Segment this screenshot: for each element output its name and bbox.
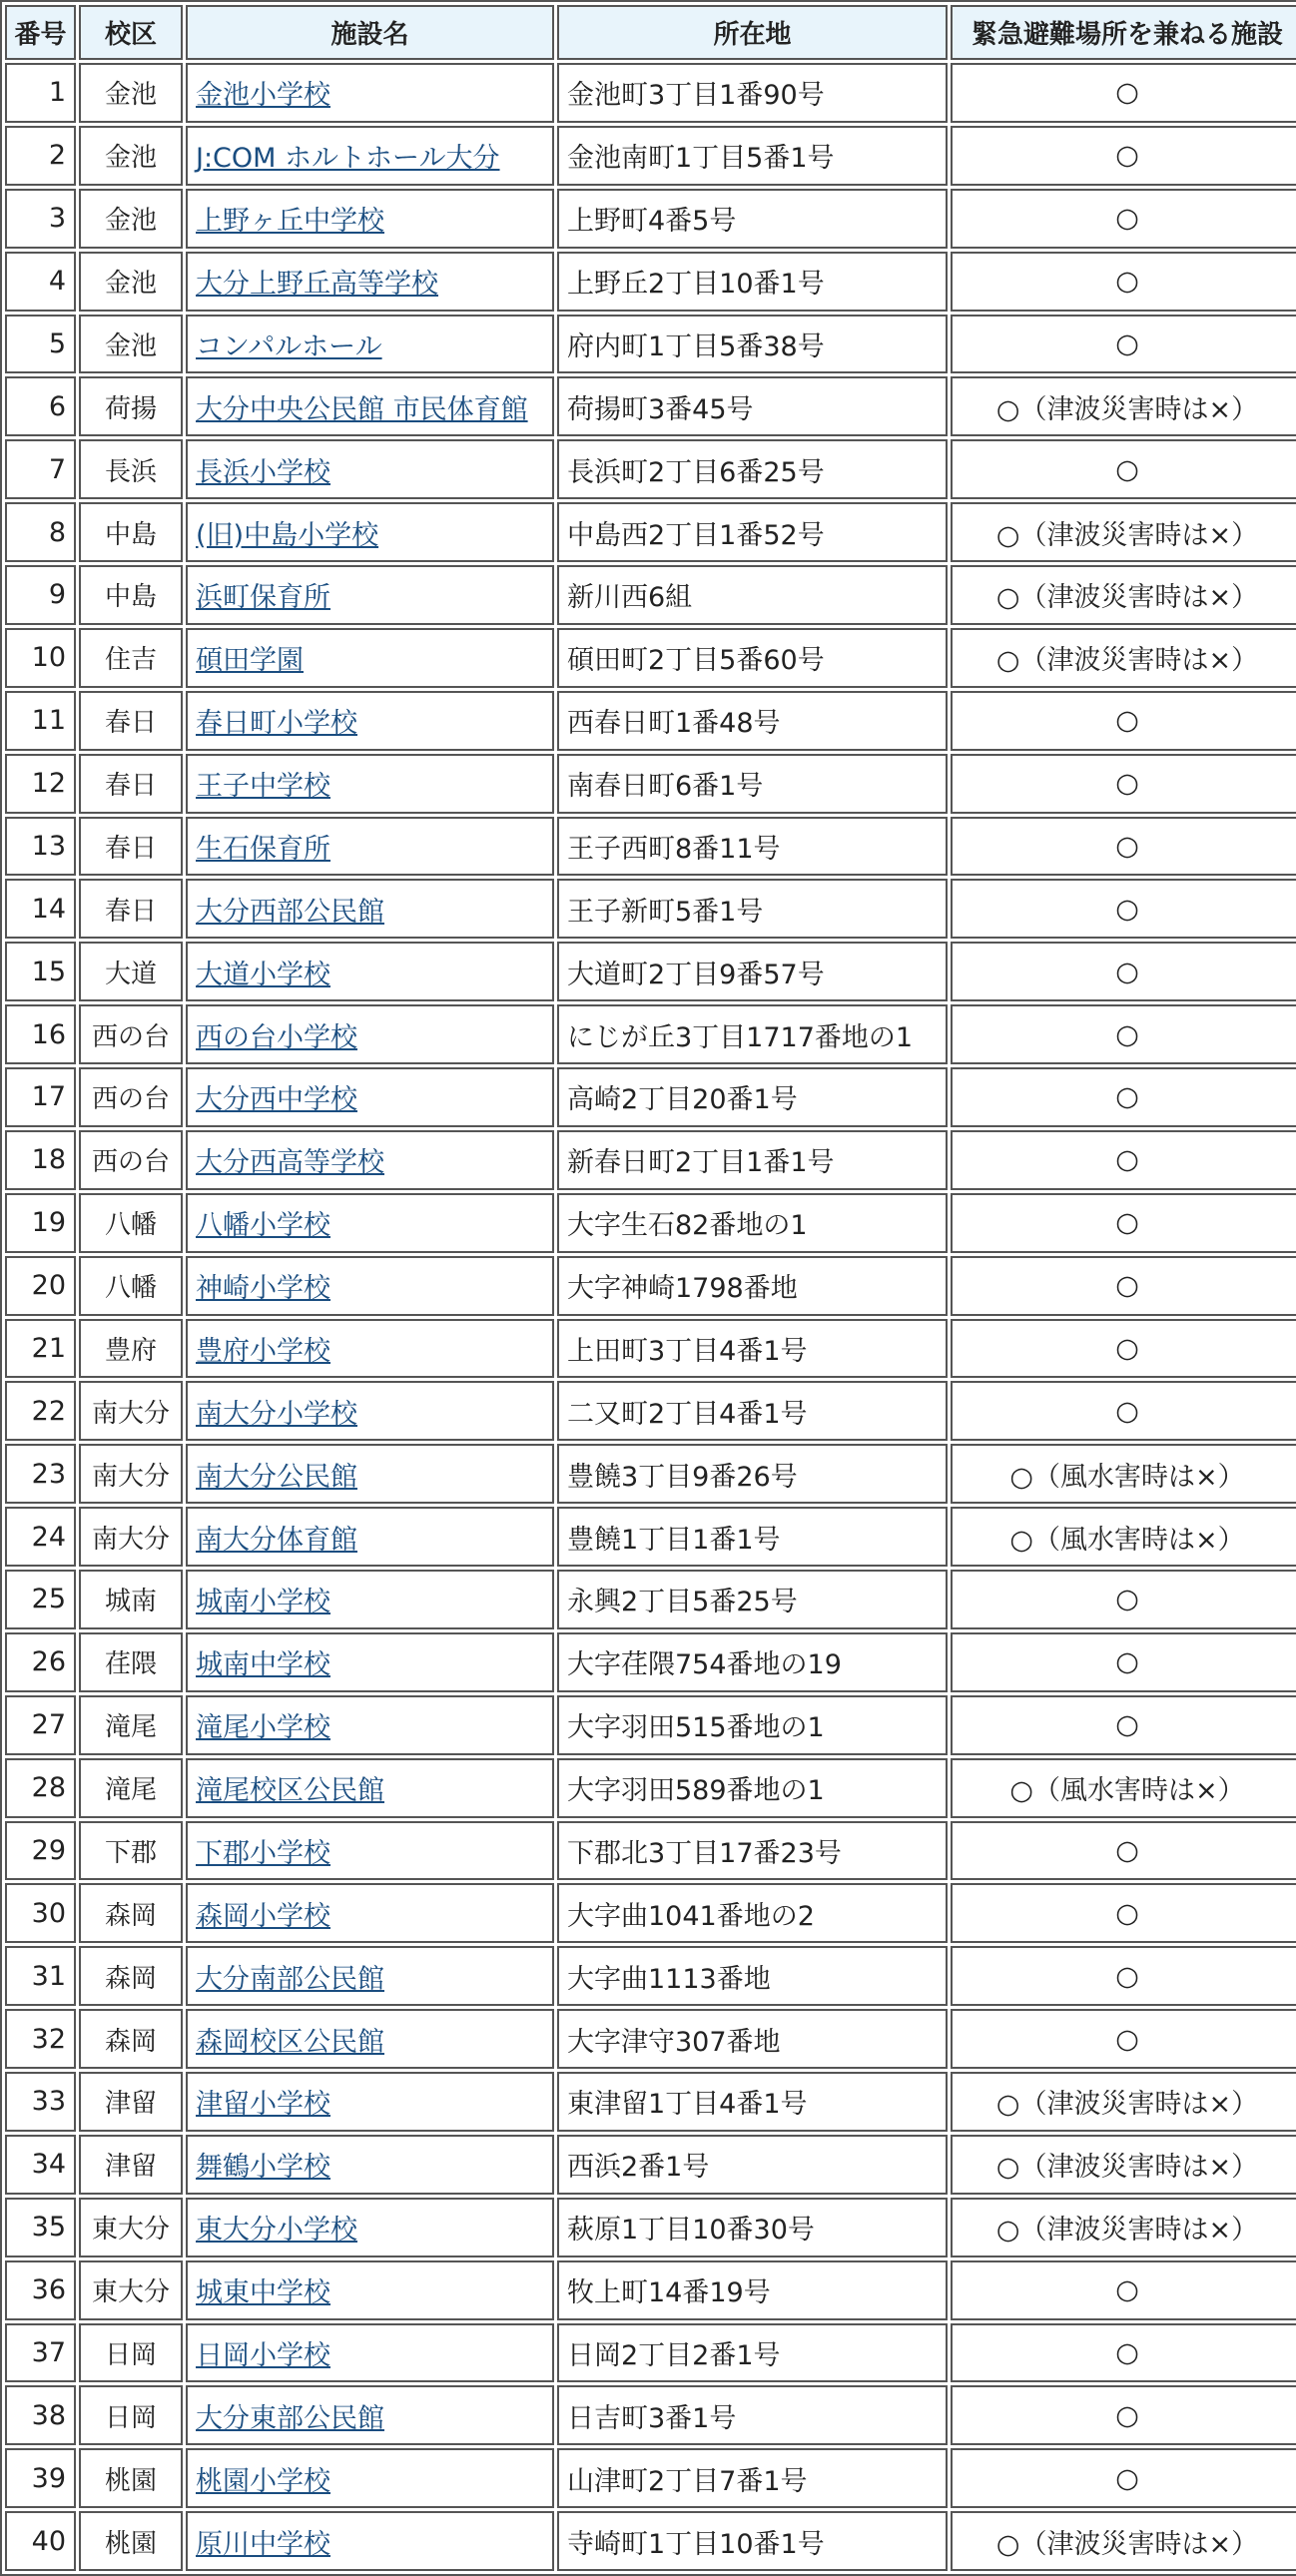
- row-district-cell: 春日: [79, 691, 183, 751]
- row-facility-cell: [186, 2072, 554, 2132]
- row-facility-cell: [186, 2260, 554, 2320]
- table-row: [5, 1507, 1296, 1567]
- facility-link[interactable]: 生石保育所: [196, 833, 330, 865]
- row-address-cell: 永興2丁目5番25号: [557, 1570, 948, 1629]
- row-district-cell: 中島: [79, 565, 183, 625]
- row-district-cell: 春日: [79, 754, 183, 814]
- row-address-cell: 上野丘2丁目10番1号: [557, 252, 948, 312]
- row-facility-cell: [186, 1193, 554, 1253]
- row-district-cell: 住吉: [79, 628, 183, 688]
- row-facility-cell: [186, 1507, 554, 1567]
- row-address-cell: 豊饒1丁目1番1号: [557, 1507, 948, 1567]
- row-facility-cell: [186, 942, 554, 1001]
- row-emergency-cell: ○（津波災害時は×）: [951, 502, 1296, 562]
- table-row: [5, 1381, 1296, 1441]
- row-address-cell: 西浜2番1号: [557, 2135, 948, 2195]
- facility-link[interactable]: 長浜小学校: [196, 456, 330, 488]
- row-emergency-cell: ○（津波災害時は×）: [951, 376, 1296, 436]
- row-number-cell: 23: [5, 1444, 76, 1504]
- row-facility-cell: [186, 252, 554, 312]
- row-facility-cell: [186, 879, 554, 939]
- row-emergency-cell: ○: [951, 942, 1296, 1001]
- table-row: [5, 1004, 1296, 1064]
- row-facility-cell: [186, 1381, 554, 1441]
- row-district-cell: 津留: [79, 2135, 183, 2195]
- facility-link[interactable]: 東大分小学校: [196, 2215, 357, 2247]
- row-address-cell: 金池南町1丁目5番1号: [557, 126, 948, 186]
- header-number: 番号: [5, 5, 76, 60]
- table-row: [5, 1632, 1296, 1692]
- row-number-cell: 17: [5, 1067, 76, 1127]
- row-emergency-cell: ○: [951, 1256, 1296, 1316]
- table-row: [5, 315, 1296, 374]
- row-number-cell: 18: [5, 1130, 76, 1190]
- row-number-cell: 16: [5, 1004, 76, 1064]
- row-number-cell: 33: [5, 2072, 76, 2132]
- row-number-cell: 2: [5, 126, 76, 186]
- row-number-cell: 35: [5, 2198, 76, 2257]
- row-district-cell: 八幡: [79, 1256, 183, 1316]
- row-district-cell: 森岡: [79, 1883, 183, 1943]
- row-emergency-cell: ○: [951, 315, 1296, 374]
- row-facility-cell: [186, 2009, 554, 2069]
- row-district-cell: 南大分: [79, 1507, 183, 1567]
- facility-link[interactable]: 王子中学校: [196, 771, 330, 803]
- row-facility-cell: [186, 315, 554, 374]
- row-emergency-cell: ○: [951, 691, 1296, 751]
- row-number-cell: 3: [5, 189, 76, 249]
- table-row: [5, 126, 1296, 186]
- row-emergency-cell: ○: [951, 1946, 1296, 2006]
- row-address-cell: 南春日町6番1号: [557, 754, 948, 814]
- row-facility-cell: [186, 565, 554, 625]
- table-row: [5, 2323, 1296, 2383]
- row-emergency-cell: ○（津波災害時は×）: [951, 2135, 1296, 2195]
- row-address-cell: 日吉町3番1号: [557, 2385, 948, 2445]
- row-facility-cell: [186, 2385, 554, 2445]
- facility-link[interactable]: 西の台小学校: [196, 1021, 357, 1053]
- facility-link[interactable]: 城南小学校: [196, 1587, 330, 1618]
- row-emergency-cell: ○: [951, 439, 1296, 499]
- row-district-cell: 金池: [79, 315, 183, 374]
- row-address-cell: 大字津守307番地: [557, 2009, 948, 2069]
- row-facility-cell: [186, 1067, 554, 1127]
- row-number-cell: 32: [5, 2009, 76, 2069]
- row-address-cell: 府内町1丁目5番38号: [557, 315, 948, 374]
- row-district-cell: 荏隈: [79, 1632, 183, 1692]
- row-district-cell: 大道: [79, 942, 183, 1001]
- row-address-cell: 上田町3丁目4番1号: [557, 1319, 948, 1379]
- row-facility-cell: [186, 126, 554, 186]
- row-district-cell: 滝尾: [79, 1695, 183, 1755]
- row-facility-cell: [186, 1632, 554, 1692]
- row-number-cell: 36: [5, 2260, 76, 2320]
- facility-link[interactable]: 大分西中学校: [196, 1084, 357, 1116]
- row-emergency-cell: ○: [951, 2448, 1296, 2508]
- row-district-cell: 南大分: [79, 1444, 183, 1504]
- table-row: [5, 754, 1296, 814]
- table-row: [5, 879, 1296, 939]
- header-emergency: 緊急避難場所を兼ねる施設: [951, 5, 1296, 60]
- row-district-cell: 西の台: [79, 1130, 183, 1190]
- table-row: [5, 2448, 1296, 2508]
- row-emergency-cell: ○: [951, 2009, 1296, 2069]
- row-number-cell: 25: [5, 1570, 76, 1629]
- row-facility-cell: [186, 1946, 554, 2006]
- row-address-cell: 大字生石82番地の1: [557, 1193, 948, 1253]
- row-number-cell: 31: [5, 1946, 76, 2006]
- row-facility-cell: [186, 2135, 554, 2195]
- row-emergency-cell: ○: [951, 2323, 1296, 2383]
- row-address-cell: 長浜町2丁目6番25号: [557, 439, 948, 499]
- table-row: [5, 2009, 1296, 2069]
- facility-link[interactable]: 南大分公民館: [196, 1461, 357, 1493]
- table-row: [5, 502, 1296, 562]
- facility-link[interactable]: 森岡小学校: [196, 1900, 330, 1932]
- facility-link[interactable]: 大分上野丘高等学校: [196, 269, 438, 301]
- row-number-cell: 4: [5, 252, 76, 312]
- row-emergency-cell: ○: [951, 1821, 1296, 1881]
- row-address-cell: 豊饒3丁目9番26号: [557, 1444, 948, 1504]
- row-emergency-cell: ○: [951, 189, 1296, 249]
- row-facility-cell: [186, 1695, 554, 1755]
- row-emergency-cell: ○: [951, 1570, 1296, 1629]
- row-number-cell: 15: [5, 942, 76, 1001]
- row-district-cell: 長浜: [79, 439, 183, 499]
- table-row: [5, 628, 1296, 688]
- table-row: [5, 691, 1296, 751]
- row-district-cell: 日岡: [79, 2323, 183, 2383]
- row-district-cell: 城南: [79, 1570, 183, 1629]
- table-row: [5, 1130, 1296, 1190]
- row-emergency-cell: ○（津波災害時は×）: [951, 2198, 1296, 2257]
- row-address-cell: にじが丘3丁目1717番地の1: [557, 1004, 948, 1064]
- facility-link[interactable]: 城東中学校: [196, 2277, 330, 2309]
- row-emergency-cell: ○: [951, 2385, 1296, 2445]
- row-emergency-cell: ○: [951, 1130, 1296, 1190]
- row-emergency-cell: ○: [951, 1004, 1296, 1064]
- row-address-cell: 中島西2丁目1番52号: [557, 502, 948, 562]
- header-address: 所在地: [557, 5, 948, 60]
- row-number-cell: 28: [5, 1758, 76, 1818]
- row-facility-cell: [186, 1130, 554, 1190]
- row-facility-cell: [186, 1821, 554, 1881]
- row-number-cell: 37: [5, 2323, 76, 2383]
- row-district-cell: 滝尾: [79, 1758, 183, 1818]
- row-facility-cell: [186, 189, 554, 249]
- row-number-cell: 1: [5, 63, 76, 123]
- facility-link[interactable]: 大分南部公民館: [196, 1963, 384, 1995]
- row-district-cell: 中島: [79, 502, 183, 562]
- facility-link[interactable]: 日岡小学校: [196, 2339, 330, 2371]
- table-row: [5, 2260, 1296, 2320]
- facility-link[interactable]: 原川中学校: [196, 2528, 330, 2560]
- row-facility-cell: [186, 1444, 554, 1504]
- row-emergency-cell: ○: [951, 1319, 1296, 1379]
- row-number-cell: 7: [5, 439, 76, 499]
- table-row: [5, 817, 1296, 877]
- row-address-cell: 西春日町1番48号: [557, 691, 948, 751]
- facility-link[interactable]: 滝尾小学校: [196, 1712, 330, 1744]
- row-number-cell: 13: [5, 817, 76, 877]
- header-facility: 施設名: [186, 5, 554, 60]
- table-row: [5, 1883, 1296, 1943]
- table-row: [5, 942, 1296, 1001]
- row-address-cell: 高崎2丁目20番1号: [557, 1067, 948, 1127]
- table-row: [5, 63, 1296, 123]
- row-emergency-cell: ○（津波災害時は×）: [951, 2511, 1296, 2571]
- row-emergency-cell: ○（風水害時は×）: [951, 1758, 1296, 1818]
- row-emergency-cell: ○: [951, 754, 1296, 814]
- facility-link[interactable]: 大分東部公民館: [196, 2402, 384, 2434]
- row-number-cell: 39: [5, 2448, 76, 2508]
- row-emergency-cell: ○（風水害時は×）: [951, 1444, 1296, 1504]
- row-district-cell: 津留: [79, 2072, 183, 2132]
- table-row: [5, 1193, 1296, 1253]
- row-number-cell: 22: [5, 1381, 76, 1441]
- row-address-cell: 日岡2丁目2番1号: [557, 2323, 948, 2383]
- row-district-cell: 八幡: [79, 1193, 183, 1253]
- row-address-cell: 寺崎町1丁目10番1号: [557, 2511, 948, 2571]
- row-facility-cell: [186, 439, 554, 499]
- row-address-cell: 大字羽田515番地の1: [557, 1695, 948, 1755]
- facility-link[interactable]: 大分中央公民館 市民体育館: [196, 393, 528, 425]
- row-facility-cell: [186, 2448, 554, 2508]
- facility-link[interactable]: 神崎小学校: [196, 1273, 330, 1305]
- header-row: [5, 5, 1296, 60]
- row-address-cell: 新川西6組: [557, 565, 948, 625]
- row-number-cell: 19: [5, 1193, 76, 1253]
- row-district-cell: 金池: [79, 63, 183, 123]
- row-emergency-cell: ○: [951, 1193, 1296, 1253]
- table-row: [5, 565, 1296, 625]
- table-row: [5, 376, 1296, 436]
- table-row: [5, 1946, 1296, 2006]
- row-address-cell: 上野町4番5号: [557, 189, 948, 249]
- row-facility-cell: [186, 1570, 554, 1629]
- row-address-cell: 新春日町2丁目1番1号: [557, 1130, 948, 1190]
- row-emergency-cell: ○（津波災害時は×）: [951, 2072, 1296, 2132]
- row-district-cell: 西の台: [79, 1067, 183, 1127]
- row-emergency-cell: ○（津波災害時は×）: [951, 628, 1296, 688]
- facility-link[interactable]: 津留小学校: [196, 2089, 330, 2121]
- row-district-cell: 金池: [79, 189, 183, 249]
- facility-link[interactable]: 大分西部公民館: [196, 896, 384, 928]
- table-row: [5, 1444, 1296, 1504]
- row-district-cell: 西の台: [79, 1004, 183, 1064]
- row-emergency-cell: ○: [951, 63, 1296, 123]
- table-row: [5, 2072, 1296, 2132]
- row-facility-cell: [186, 376, 554, 436]
- table-row: [5, 2135, 1296, 2195]
- row-facility-cell: [186, 817, 554, 877]
- row-emergency-cell: ○: [951, 879, 1296, 939]
- row-district-cell: 東大分: [79, 2198, 183, 2257]
- row-facility-cell: [186, 502, 554, 562]
- row-number-cell: 34: [5, 2135, 76, 2195]
- facility-link[interactable]: 滝尾校区公民館: [196, 1775, 384, 1807]
- row-emergency-cell: ○: [951, 1695, 1296, 1755]
- row-facility-cell: [186, 2323, 554, 2383]
- row-address-cell: 大字羽田589番地の1: [557, 1758, 948, 1818]
- row-number-cell: 24: [5, 1507, 76, 1567]
- row-emergency-cell: ○: [951, 1381, 1296, 1441]
- row-emergency-cell: ○: [951, 1632, 1296, 1692]
- row-number-cell: 40: [5, 2511, 76, 2571]
- row-facility-cell: [186, 1758, 554, 1818]
- row-facility-cell: [186, 691, 554, 751]
- facility-link[interactable]: 八幡小学校: [196, 1210, 330, 1242]
- row-number-cell: 11: [5, 691, 76, 751]
- row-emergency-cell: ○: [951, 817, 1296, 877]
- facility-link[interactable]: 上野ヶ丘中学校: [196, 206, 384, 238]
- table-row: [5, 1256, 1296, 1316]
- facility-link[interactable]: 豊府小学校: [196, 1335, 330, 1367]
- facility-link[interactable]: 大分西高等学校: [196, 1147, 384, 1179]
- row-district-cell: 日岡: [79, 2385, 183, 2445]
- row-district-cell: 荷揚: [79, 376, 183, 436]
- row-district-cell: 下郡: [79, 1821, 183, 1881]
- row-district-cell: 春日: [79, 817, 183, 877]
- row-address-cell: 下郡北3丁目17番23号: [557, 1821, 948, 1881]
- row-address-cell: 牧上町14番19号: [557, 2260, 948, 2320]
- row-address-cell: 東津留1丁目4番1号: [557, 2072, 948, 2132]
- row-address-cell: 大字神崎1798番地: [557, 1256, 948, 1316]
- row-facility-cell: [186, 754, 554, 814]
- row-district-cell: 桃園: [79, 2511, 183, 2571]
- row-address-cell: 萩原1丁目10番30号: [557, 2198, 948, 2257]
- row-emergency-cell: ○: [951, 2260, 1296, 2320]
- row-address-cell: 大字曲1041番地の2: [557, 1883, 948, 1943]
- row-emergency-cell: ○: [951, 126, 1296, 186]
- row-district-cell: 金池: [79, 126, 183, 186]
- row-facility-cell: [186, 2511, 554, 2571]
- row-number-cell: 5: [5, 315, 76, 374]
- facility-link[interactable]: 南大分小学校: [196, 1398, 357, 1430]
- row-district-cell: 森岡: [79, 1946, 183, 2006]
- table-row: [5, 1758, 1296, 1818]
- row-district-cell: 東大分: [79, 2260, 183, 2320]
- row-district-cell: 金池: [79, 252, 183, 312]
- row-emergency-cell: ○: [951, 1883, 1296, 1943]
- facility-link[interactable]: (旧)中島小学校: [196, 519, 379, 551]
- row-number-cell: 27: [5, 1695, 76, 1755]
- row-number-cell: 9: [5, 565, 76, 625]
- row-number-cell: 10: [5, 628, 76, 688]
- facility-link[interactable]: 大道小学校: [196, 959, 330, 990]
- row-address-cell: 碩田町2丁目5番60号: [557, 628, 948, 688]
- facility-link[interactable]: 春日町小学校: [196, 708, 357, 740]
- facility-link[interactable]: 桃園小学校: [196, 2465, 330, 2497]
- table-row: [5, 1319, 1296, 1379]
- table-row: [5, 2511, 1296, 2571]
- row-district-cell: 豊府: [79, 1319, 183, 1379]
- row-facility-cell: [186, 1004, 554, 1064]
- row-emergency-cell: ○: [951, 1067, 1296, 1127]
- facility-link[interactable]: コンパルホール: [196, 330, 382, 362]
- row-emergency-cell: ○: [951, 252, 1296, 312]
- facility-link[interactable]: 舞鶴小学校: [196, 2152, 330, 2184]
- row-number-cell: 30: [5, 1883, 76, 1943]
- row-facility-cell: [186, 1256, 554, 1316]
- row-address-cell: 大字曲1113番地: [557, 1946, 948, 2006]
- facility-link[interactable]: 城南中学校: [196, 1649, 330, 1681]
- facility-link[interactable]: 下郡小学校: [196, 1837, 330, 1869]
- row-address-cell: 王子西町8番11号: [557, 817, 948, 877]
- table-row: [5, 252, 1296, 312]
- row-number-cell: 8: [5, 502, 76, 562]
- table-row: [5, 2385, 1296, 2445]
- row-address-cell: 金池町3丁目1番90号: [557, 63, 948, 123]
- facility-link[interactable]: 森岡校区公民館: [196, 2026, 384, 2058]
- row-district-cell: 春日: [79, 879, 183, 939]
- facility-link[interactable]: 南大分体育館: [196, 1524, 357, 1556]
- row-address-cell: 山津町2丁目7番1号: [557, 2448, 948, 2508]
- row-address-cell: 王子新町5番1号: [557, 879, 948, 939]
- row-emergency-cell: ○（津波災害時は×）: [951, 565, 1296, 625]
- facility-link[interactable]: 金池小学校: [196, 80, 330, 112]
- row-facility-cell: [186, 63, 554, 123]
- table-row: [5, 1067, 1296, 1127]
- row-facility-cell: [186, 1319, 554, 1379]
- row-district-cell: 森岡: [79, 2009, 183, 2069]
- row-number-cell: 26: [5, 1632, 76, 1692]
- row-address-cell: 二又町2丁目4番1号: [557, 1381, 948, 1441]
- row-number-cell: 6: [5, 376, 76, 436]
- facility-link[interactable]: 碩田学園: [196, 645, 304, 677]
- row-address-cell: 大字荏隈754番地の19: [557, 1632, 948, 1692]
- row-number-cell: 21: [5, 1319, 76, 1379]
- row-number-cell: 38: [5, 2385, 76, 2445]
- table-row: [5, 439, 1296, 499]
- table-body: [5, 63, 1296, 2571]
- table-row: [5, 2198, 1296, 2257]
- row-district-cell: 南大分: [79, 1381, 183, 1441]
- row-number-cell: 12: [5, 754, 76, 814]
- facility-link[interactable]: J:COM ホルトホール大分: [196, 143, 500, 175]
- row-district-cell: 桃園: [79, 2448, 183, 2508]
- row-facility-cell: [186, 628, 554, 688]
- row-facility-cell: [186, 1883, 554, 1943]
- row-emergency-cell: ○（風水害時は×）: [951, 1507, 1296, 1567]
- row-address-cell: 荷揚町3番45号: [557, 376, 948, 436]
- table-row: [5, 1570, 1296, 1629]
- table-row: [5, 189, 1296, 249]
- row-number-cell: 29: [5, 1821, 76, 1881]
- row-number-cell: 14: [5, 879, 76, 939]
- table-row: [5, 1821, 1296, 1881]
- facility-link[interactable]: 浜町保育所: [196, 582, 330, 614]
- row-number-cell: 20: [5, 1256, 76, 1316]
- row-facility-cell: [186, 2198, 554, 2257]
- row-address-cell: 大道町2丁目9番57号: [557, 942, 948, 1001]
- table-row: [5, 1695, 1296, 1755]
- header-district: 校区: [79, 5, 183, 60]
